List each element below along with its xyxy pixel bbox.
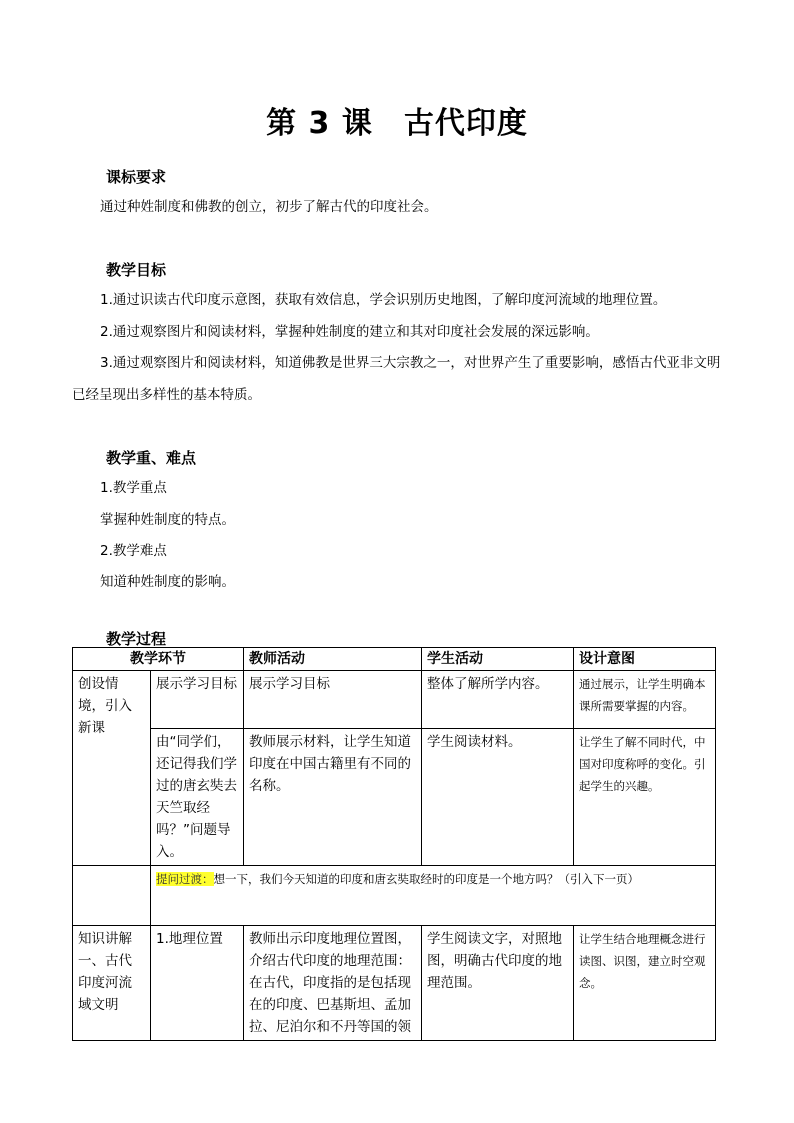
focus-label: 1.教学重点	[100, 480, 167, 496]
table-row	[73, 729, 716, 866]
header-student: 学生活动	[422, 648, 574, 671]
difficulty-label: 2.教学难点	[100, 543, 167, 559]
transition-row	[73, 866, 716, 926]
sub-cell: 1.地理位置	[151, 926, 244, 1041]
student-cell: 整体了解所学内容。	[422, 671, 574, 729]
table-header-row	[73, 648, 716, 671]
teacher-cell: 展示学习目标	[244, 671, 422, 729]
sub-cell: 展示学习目标	[151, 671, 244, 729]
intent-cell: 让学生了解不同时代，中国对印度称呼的变化。引起学生的兴趣。	[574, 729, 716, 866]
standard-text: 通过种姓制度和佛教的创立，初步了解古代的印度社会。	[100, 199, 438, 215]
header-teacher: 教师活动	[244, 648, 422, 671]
goals-heading: 教学目标	[106, 261, 167, 279]
transition-cell	[151, 866, 716, 926]
goal-item-2: 2.通过观察图片和阅读材料，掌握种姓制度的建立和其对印度社会发展的深远影响。	[100, 324, 599, 340]
stage-cell: 知识讲解一、古代印度河流域文明	[73, 926, 151, 1041]
student-cell: 学生阅读材料。	[422, 729, 574, 866]
process-table	[72, 647, 716, 1041]
goal-item-3: 3.通过观察图片和阅读材料，知道佛教是世界三大宗教之一，对世界产生了重要影响，感悟古代亚非文明已经呈现出多样性的基本特质。	[72, 355, 721, 403]
intent-cell: 让学生结合地理概念进行读图、识图，建立时空观念。	[574, 926, 716, 1041]
table-row	[73, 926, 716, 1041]
stage-cell: 创设情境，引入新课	[73, 671, 151, 866]
header-stage: 教学环节	[73, 648, 244, 671]
teacher-cell: 教师出示印度地理位置图，介绍古代印度的地理范围：在古代，印度指的是包括现在的印度、巴基斯坦、孟加拉、尼泊尔和不丹等国的领	[244, 926, 422, 1041]
student-cell: 学生阅读文字，对照地图，明确古代印度的地理范围。	[422, 926, 574, 1041]
key-points-heading: 教学重、难点	[106, 449, 197, 467]
difficulty-text: 知道种姓制度的影响。	[100, 574, 235, 590]
header-intent: 设计意图	[574, 648, 716, 671]
empty-cell	[73, 866, 151, 926]
process-heading: 教学过程	[106, 630, 167, 648]
goal-item-1: 1.通过识读古代印度示意图，获取有效信息，学会识别历史地图，了解印度河流域的地理位置。	[100, 292, 667, 308]
page-title: 第 3 课 古代印度	[266, 106, 528, 141]
focus-text: 掌握种姓制度的特点。	[100, 512, 235, 528]
teacher-cell: 教师展示材料，让学生知道印度在中国古籍里有不同的名称。	[244, 729, 422, 866]
transition-label: 提问过渡：	[156, 872, 214, 886]
standard-heading: 课标要求	[106, 168, 167, 186]
sub-cell: 由“同学们，还记得我们学过的唐玄奘去天竺取经吗？”问题导入。	[151, 729, 244, 866]
table-row	[73, 671, 716, 729]
intent-cell: 通过展示，让学生明确本课所需要掌握的内容。	[574, 671, 716, 729]
transition-text: 想一下，我们今天知道的印度和唐玄奘取经时的印度是一个地方吗？（引入下一页）	[213, 872, 639, 886]
